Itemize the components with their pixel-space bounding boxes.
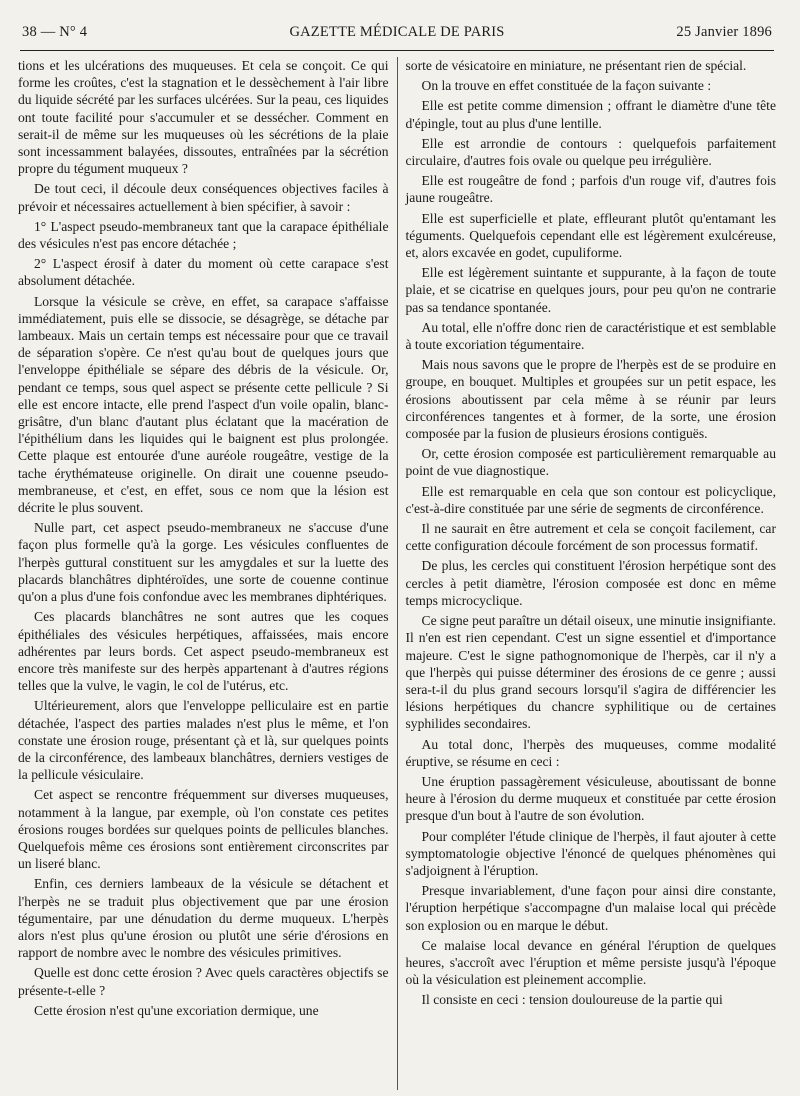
paragraph: Une éruption passagèrement vésiculeuse, aboutissant de bonne heure à l'érosion du derme muqueux et constituée par cette érosion presque d'un bout à l'autre de son évolution. bbox=[405, 773, 776, 824]
paragraph: Il consiste en ceci : tension douloureuse de la partie qui bbox=[421, 992, 723, 1008]
paragraph: On la trouve en effet constituée de la façon suivante : bbox=[421, 78, 712, 94]
paragraph: Elle est remarquable en cela que son contour est policyclique, c'est-à-dire constituée par une série de segments de circonférence. bbox=[405, 483, 776, 516]
paragraph: Elle est rougeâtre de fond ; parfois d'un rouge vif, d'autres fois jaune rougeâtre. bbox=[405, 173, 776, 206]
paragraph: 2° L'aspect érosif à dater du moment où cette carapace s'est absolument détachée. bbox=[18, 256, 389, 289]
paragraph: Elle est superficielle et plate, effleurant plutôt qu'entamant les téguments. Quelquefois cependant elle est légèrement exulcéreuse, et, alors excavée en godet, cupuliforme. bbox=[405, 210, 776, 261]
paragraph: De tout ceci, il découle deux conséquences objectives faciles à prévoir et nécessaires actuellement à bien spécifier, à savoir : bbox=[18, 181, 389, 214]
paragraph: Presque invariablement, d'une façon pour ainsi dire constante, l'éruption herpétique s'accompagne d'un malaise local qui précède son explosion ou en marque le début. bbox=[405, 883, 776, 933]
paragraph: Elle est petite comme dimension ; offrant le diamètre d'une tête d'épingle, tout au plus d'une lentille. bbox=[405, 98, 776, 131]
paragraph: Elle est légèrement suintante et suppurante, à la façon de toute plaie, et se cicatrise en quelques jours, pour peu qu'on ne contrarie pas sa tendance spontanée. bbox=[405, 265, 776, 315]
article-columns bbox=[18, 57, 776, 1090]
journal-title: GAZETTE MÉDICALE DE PARIS bbox=[289, 23, 505, 40]
paragraph: 1° L'aspect pseudo-membraneux tant que la carapace épithéliale des vésicules n'est pas encore détachée ; bbox=[18, 218, 389, 252]
paragraph: Au total, elle n'offre donc rien de caractéristique et est semblable à toute excoriation tégumentaire. bbox=[405, 319, 776, 353]
paragraph: Or, cette érosion composée est particulièrement remarquable au point de vue diagnostique. bbox=[405, 446, 776, 479]
paragraph: Cette érosion n'est qu'une excoriation dermique, une bbox=[34, 1002, 319, 1018]
paragraph: Mais nous savons que le propre de l'herpès est de se produire en groupe, en bouquet. Multiples et groupées sur un petit espace, les érosions aboutissent par cela même à se réunir par leurs circonférences tangentes et à former, de la sorte, une érosion composée par la fusion de plusieurs érosions contiguës. bbox=[405, 357, 776, 442]
paragraph: Enfin, ces derniers lambeaux de la vésicule se détachent et l'herpès ne se traduit plus objectivement que par une érosion tégumentaire, par une dénudation du derme muqueux. L'herpès alors n'est plus qu'une érosion ou plutôt une série d'érosions en rapport de nombre avec le nombre des vésicules primitives. bbox=[18, 876, 389, 961]
page-header bbox=[22, 18, 772, 46]
paragraph: Lorsque la vésicule se crève, en effet, sa carapace s'affaisse immédiatement, puis elle se dissocie, se désagrège, se détache par lambeaux. Mais un certain temps est nécessaire pour que ce travail de séparation s'opère. Ce n'est qu'au bout de quelques jours que l'enveloppe épithéliale se sépare des débris de la vésicule. Or, pendant ce temps, sous quel aspect se présente cette pellicule ? Si elle est encore intacte, elle prend l'aspect d'un voile opalin, blanc-grisâtre, d'un blanc d'autant plus éclatant que la macération de l'épithélium dans les liquides qui le baignent est plus prolongée. Cette plaque est entourée d'une auréole rougeâtre, vestige de la tache érythémateuse originelle. On dirait une couenne pseudo-membraneuse, et c'est, en effet, sous ce nom que la lésion est décrite le plus souvent. bbox=[18, 293, 389, 516]
paragraph: tions et les ulcérations des muqueuses. Et cela se conçoit. Ce qui forme les croûtes, c'est la stagnation et le dessèchement à l'air libre du liquide sécrété par les surfaces ulcérées. Sur la peau, ces liquides ont toute facilité pour s'accumuler et se dessécher. Comment en serait-il de même sur les muqueuses où les sécrétions de la plaie sont incessamment balayées, dissoutes, entraînées par la sécrétion propre du tégument muqueux ? bbox=[18, 58, 389, 177]
paragraph: sorte de vésicatoire en miniature, ne présentant rien de spécial. bbox=[405, 58, 747, 73]
paragraph: Ces placards blanchâtres ne sont autres que les coques épithéliales des vésicules herpétiques, affaissées, mais encore adhérentes par leurs bords. Cet aspect pseudo-membraneux est encore très manifeste sur des herpès appartenant à d'autres régions telles que la vulve, le vagin, le col de l'utérus, etc. bbox=[18, 609, 389, 694]
paragraph: Ultérieurement, alors que l'enveloppe pelliculaire est en partie détachée, l'aspect des parties malades n'est plus le même, et l'on constate une érosion rouge, présentant çà et là, sur quelques points de la circonférence, des lambeaux blanchâtres, derniers vestiges de la pellicule vésiculaire. bbox=[18, 698, 389, 783]
paragraph: Elle est arrondie de contours : quelquefois parfaitement circulaire, d'autres fois ovale ou quelque peu irrégulière. bbox=[405, 135, 776, 169]
right-column bbox=[397, 57, 777, 1090]
paragraph: Au total donc, l'herpès des muqueuses, comme modalité éruptive, se résume en ceci : bbox=[405, 736, 776, 769]
issue-date: 25 Janvier 1896 bbox=[676, 23, 772, 40]
paragraph: Ce malaise local devance en général l'éruption de quelques heures, s'accroît avec l'éruption et même persiste jusqu'à l'époque où la vésiculation est pleinement accomplie. bbox=[405, 937, 776, 988]
paragraph: Nulle part, cet aspect pseudo-membraneux ne s'accuse d'une façon plus formelle qu'à la gorge. Les vésicules confluentes de l'herpès guttural constituent sur les amygdales et sur la luette des placards blanchâtres diphtéroïdes, une sorte de couenne continue qu'on a plus d'une fois confondue avec les membranes diphtériques. bbox=[18, 520, 389, 605]
paragraph: Ce signe peut paraître un détail oiseux, une minutie insignifiante. Il n'en est rien cependant. C'est un signe essentiel et d'importance majeure. C'est le signe pathognomonique de l'herpès, car il n'y a que l'herpès qui puisse déterminer des érosions de ce genre ; aussi sera-t-il du plus grand secours lorsqu'il s'agira de différencier les lésions herpétiques du chancre syphilitique ou de certaines syphilides secondaires. bbox=[405, 613, 776, 732]
header-rule bbox=[20, 50, 774, 51]
paragraph: Quelle est donc cette érosion ? Avec quels caractères objectifs se présente-t-elle ? bbox=[18, 965, 389, 998]
paragraph: Cet aspect se rencontre fréquemment sur diverses muqueuses, notamment à la langue, par exemple, où l'on constate ces petites érosions rouges bordées sur quelques points de pellicules blanches. Quelquefois même ces érosions sont entièrement circonscrites par un liseré blanc. bbox=[18, 787, 389, 872]
paragraph: Pour compléter l'étude clinique de l'herpès, il faut ajouter à cette symptomatologie objective l'énoncé de quelques phénomènes qui s'adjoignent à l'éruption. bbox=[405, 828, 776, 878]
page-number: 38 — N° 4 bbox=[22, 23, 88, 40]
paragraph: De plus, les cercles qui constituent l'érosion herpétique sont des cercles à petit diamètre, l'érosion composée est donc en même temps microcyclique. bbox=[405, 558, 776, 608]
paragraph: Il ne saurait en être autrement et cela se conçoit facilement, car cette configuration découle forcément de son processus formatif. bbox=[405, 521, 776, 554]
left-column bbox=[18, 57, 397, 1090]
